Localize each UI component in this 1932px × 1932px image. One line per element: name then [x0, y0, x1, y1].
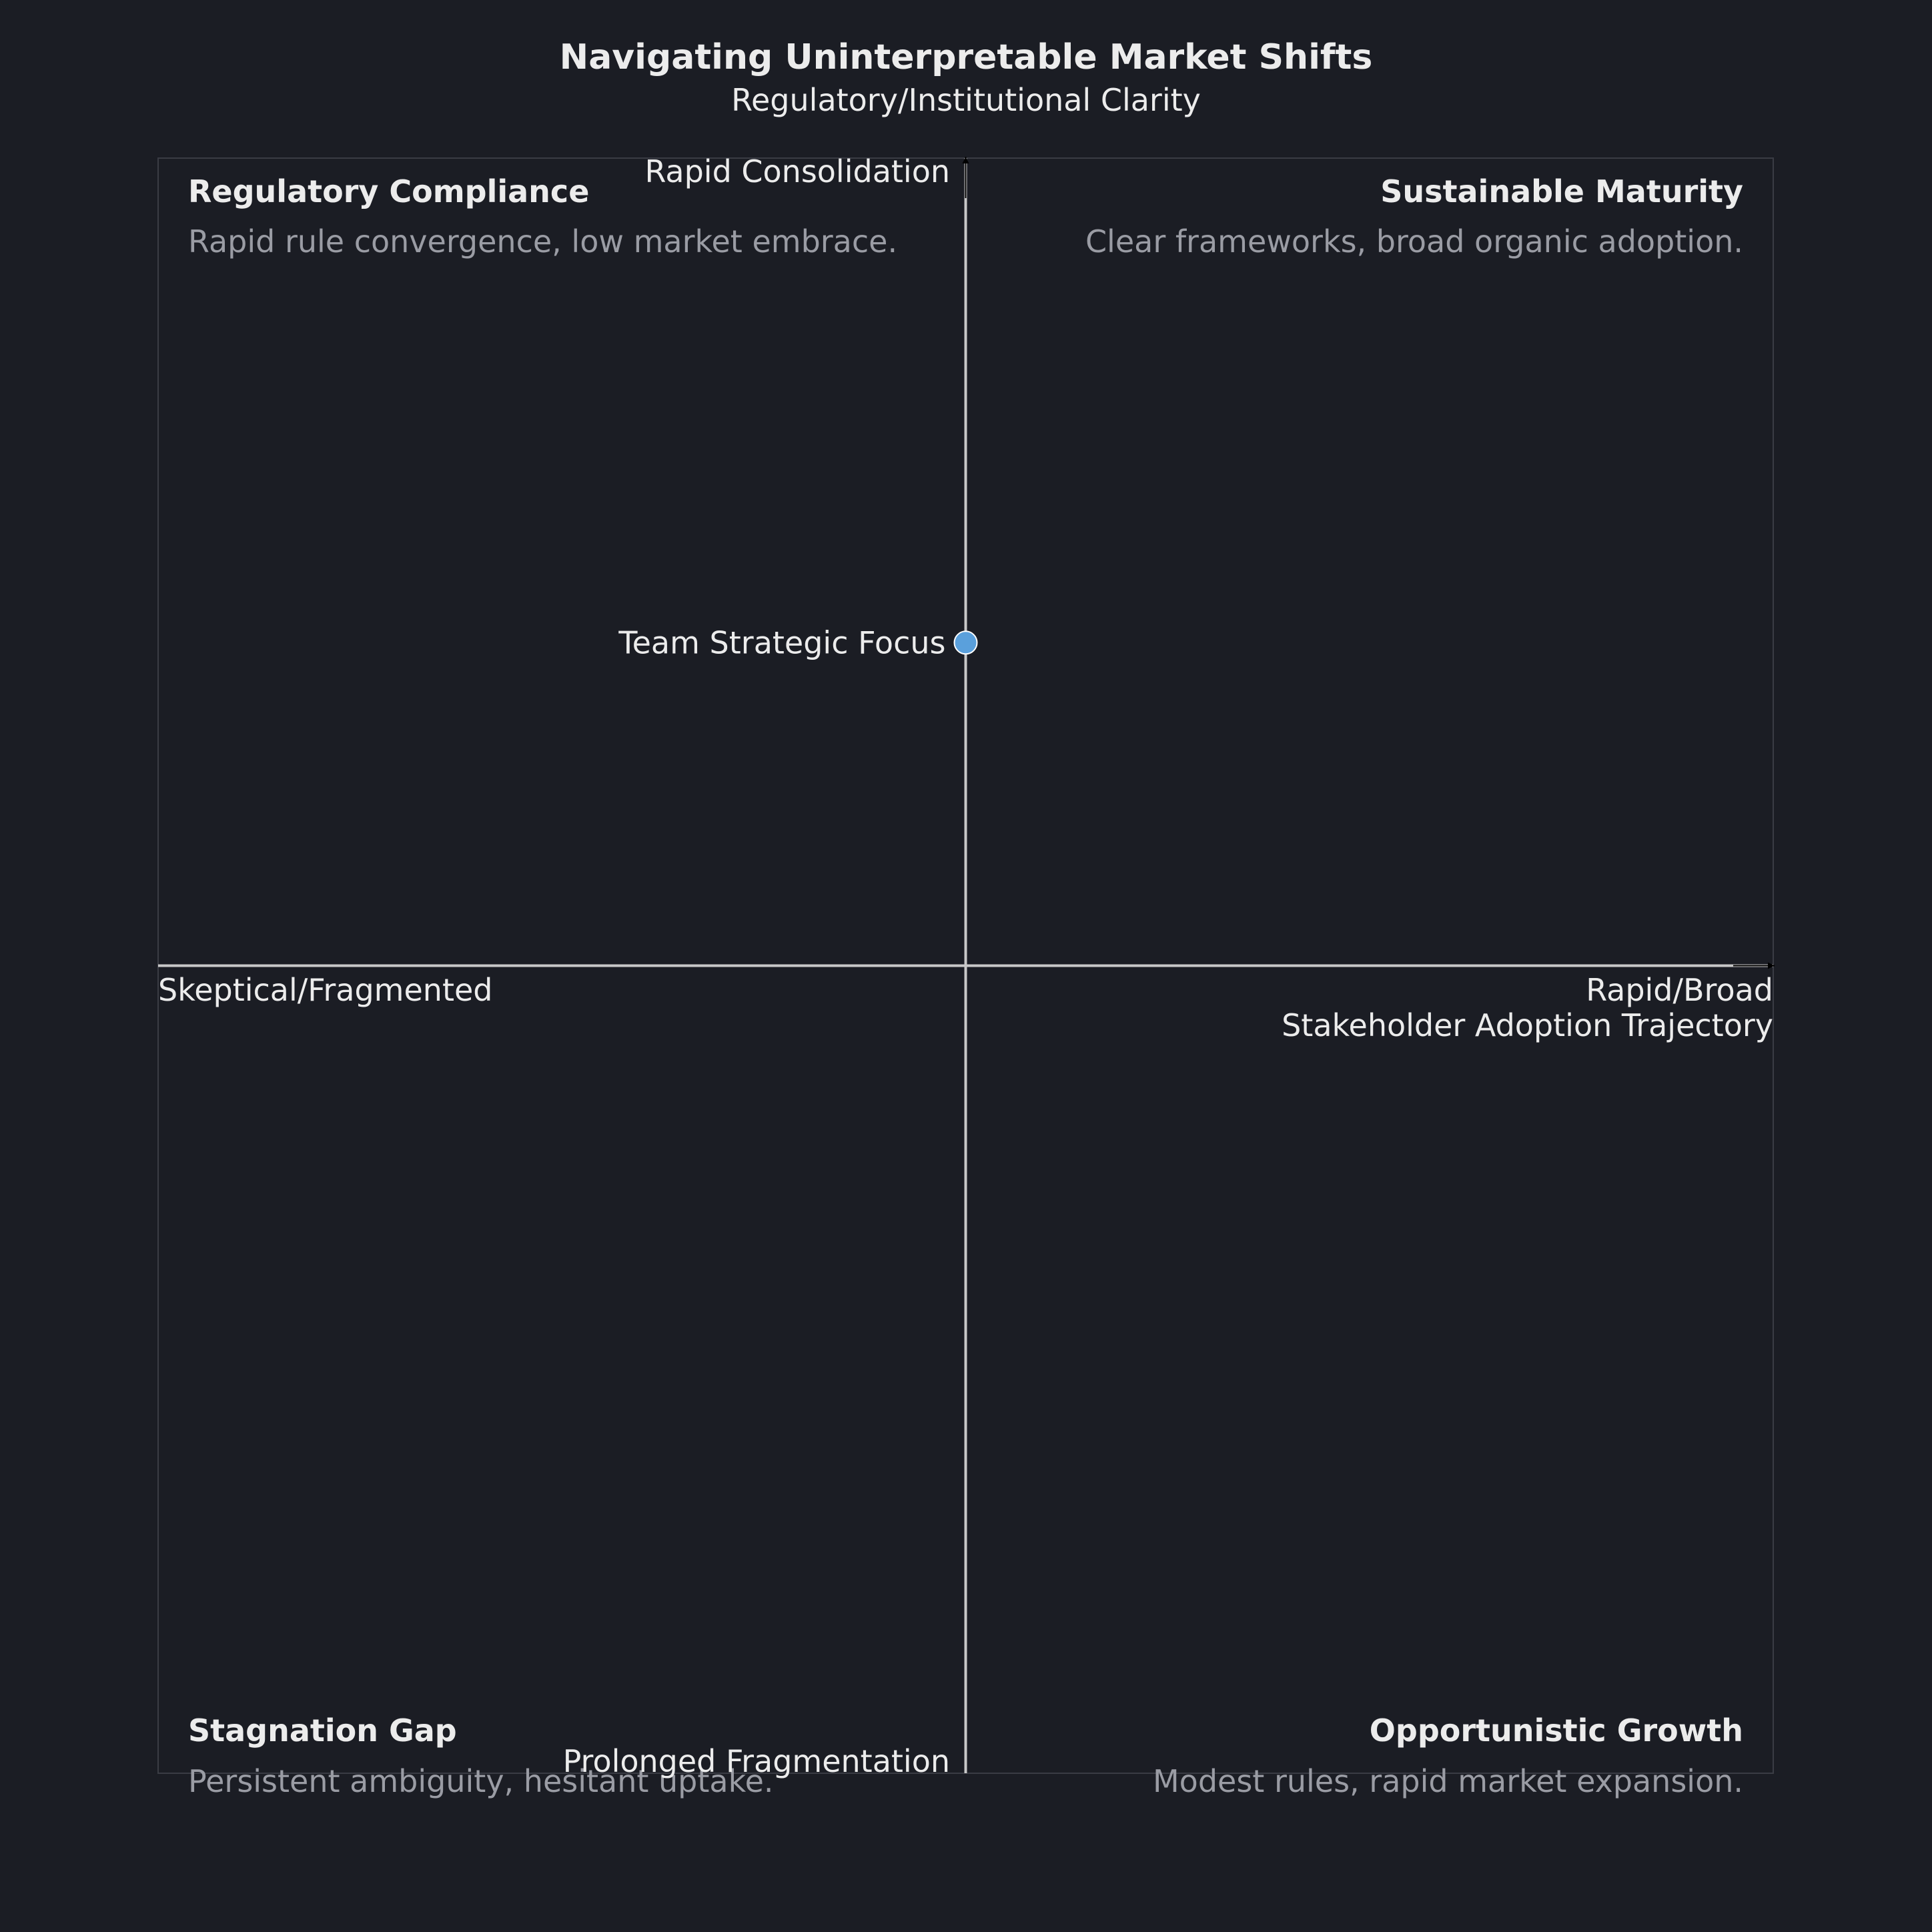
x-axis-title: Stakeholder Adoption Trajectory: [1282, 1007, 1773, 1043]
data-point-1[interactable]: [955, 631, 977, 654]
quadrant-top-right-title: Sustainable Maturity: [1380, 173, 1743, 209]
quadrant-top-left-title: Regulatory Compliance: [188, 173, 590, 209]
y-axis-low-label: Prolonged Fragmentation: [562, 1743, 950, 1779]
quadrant-bottom-right-description: Modest rules, rapid market expansion.: [1152, 1763, 1743, 1799]
quadrant-bottom-right-title: Opportunistic Growth: [1369, 1713, 1743, 1749]
quadrant-bottom-left-description: Persistent ambiguity, hesitant uptake.: [188, 1763, 774, 1799]
data-point-label-1: Team Strategic Focus: [618, 624, 946, 661]
points-layer: [618, 624, 977, 660]
chart-title: Navigating Uninterpretable Market Shifts: [559, 37, 1373, 77]
x-axis-high-label: Rapid/Broad: [1586, 972, 1773, 1008]
quadrant-top-left-description: Rapid rule convergence, low market embrace.: [188, 223, 898, 260]
y-axis-high-label: Rapid Consolidation: [644, 153, 950, 189]
quadrant-top-right-description: Clear frameworks, broad organic adoption.: [1085, 223, 1743, 260]
x-axis-low-label: Skeptical/Fragmented: [158, 972, 493, 1008]
quadrant-bottom-left-title: Stagnation Gap: [188, 1713, 457, 1749]
y-axis-title: Regulatory/Institutional Clarity: [731, 82, 1201, 118]
